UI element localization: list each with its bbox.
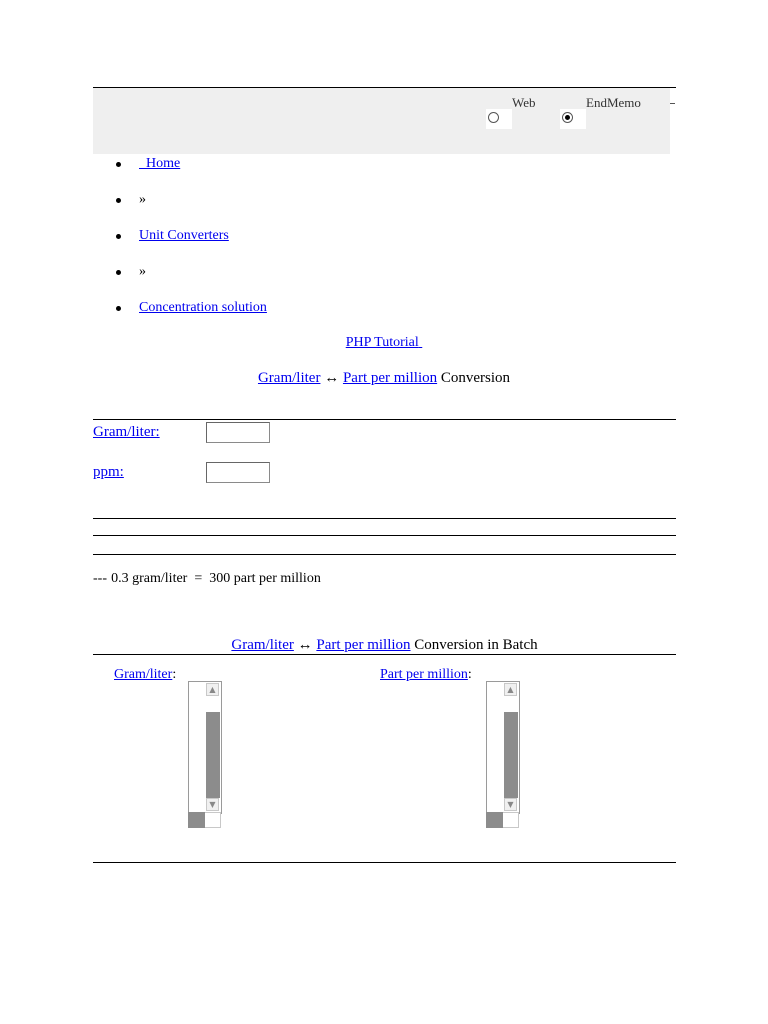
- radio-web[interactable]: [488, 112, 499, 123]
- batch-suffix: Conversion in Batch: [414, 637, 538, 653]
- ppm-field-label[interactable]: ppm:: [93, 464, 124, 480]
- scroll-thumb[interactable]: [206, 712, 220, 798]
- batch-col1-label[interactable]: Gram/liter: [114, 667, 173, 682]
- divider: [93, 654, 676, 655]
- down-arrow-icon[interactable]: ▼: [504, 798, 517, 811]
- conversion-word: Conversion: [440, 370, 511, 386]
- radio-web-box[interactable]: [486, 109, 512, 129]
- gram-liter-input[interactable]: [206, 422, 270, 443]
- breadcrumb-home[interactable]: Home: [146, 156, 181, 171]
- bottom-divider: [93, 862, 676, 863]
- bullet: [116, 234, 121, 239]
- divider: [93, 535, 676, 536]
- scroll-thumb[interactable]: [504, 712, 518, 798]
- gram-liter-link[interactable]: Gram/liter: [257, 370, 321, 386]
- colon: :: [467, 667, 472, 682]
- bullet: [116, 270, 121, 275]
- bullet: [116, 198, 121, 203]
- batch-col2-label-row: [380, 667, 472, 683]
- down-arrow-icon[interactable]: ▼: [206, 798, 219, 811]
- resize-corner[interactable]: [205, 812, 221, 828]
- php-tutorial-link[interactable]: PHP Tutorial: [345, 335, 419, 350]
- ppm-link[interactable]: Part per million: [342, 370, 438, 386]
- divider: [93, 554, 676, 555]
- result-line: [93, 571, 321, 587]
- ppm-input[interactable]: [206, 462, 270, 483]
- batch-gram-liter-link[interactable]: Gram/liter: [231, 637, 294, 653]
- arrow: ↔: [297, 637, 313, 653]
- batch-col1-label-row: [114, 667, 176, 683]
- divider: [93, 419, 676, 420]
- up-arrow-icon[interactable]: ▲: [206, 683, 219, 696]
- radio-web-label: Web: [512, 95, 536, 110]
- breadcrumb-separator: »: [139, 264, 146, 279]
- radio-endmemo[interactable]: [562, 112, 573, 123]
- batch-title: [93, 637, 676, 654]
- arrow: ↔: [324, 370, 340, 386]
- divider: [93, 518, 676, 519]
- colon: :: [172, 667, 177, 682]
- scroll-corner: [188, 812, 205, 828]
- scrollbar[interactable]: [503, 681, 520, 814]
- gram-liter-batch-textarea[interactable]: [188, 681, 222, 828]
- up-arrow-icon[interactable]: ▲: [504, 683, 517, 696]
- breadcrumb-concentration[interactable]: Concentration solution: [139, 300, 267, 315]
- result-prefix: ---: [93, 571, 107, 586]
- tutorial-row: [0, 335, 768, 351]
- band-dash: [670, 103, 675, 104]
- gram-liter-field-label[interactable]: Gram/liter:: [93, 424, 160, 440]
- scrollbar[interactable]: [205, 681, 222, 814]
- converter-title: [0, 370, 768, 387]
- radio-endmemo-box[interactable]: [560, 109, 586, 129]
- breadcrumb-separator: »: [139, 192, 146, 207]
- batch-ppm-link[interactable]: Part per million: [316, 637, 411, 653]
- batch-col2-label[interactable]: Part per million: [380, 667, 468, 682]
- breadcrumb-unit-converters[interactable]: Unit Converters: [139, 228, 229, 243]
- bullet: [116, 162, 121, 167]
- radio-endmemo-label: EndMemo: [586, 95, 641, 110]
- ppm-batch-textarea[interactable]: [486, 681, 520, 828]
- bullet: [116, 306, 121, 311]
- resize-corner[interactable]: [503, 812, 519, 828]
- result-text: 0.3 gram/liter = 300 part per million: [111, 571, 321, 586]
- scroll-corner: [486, 812, 503, 828]
